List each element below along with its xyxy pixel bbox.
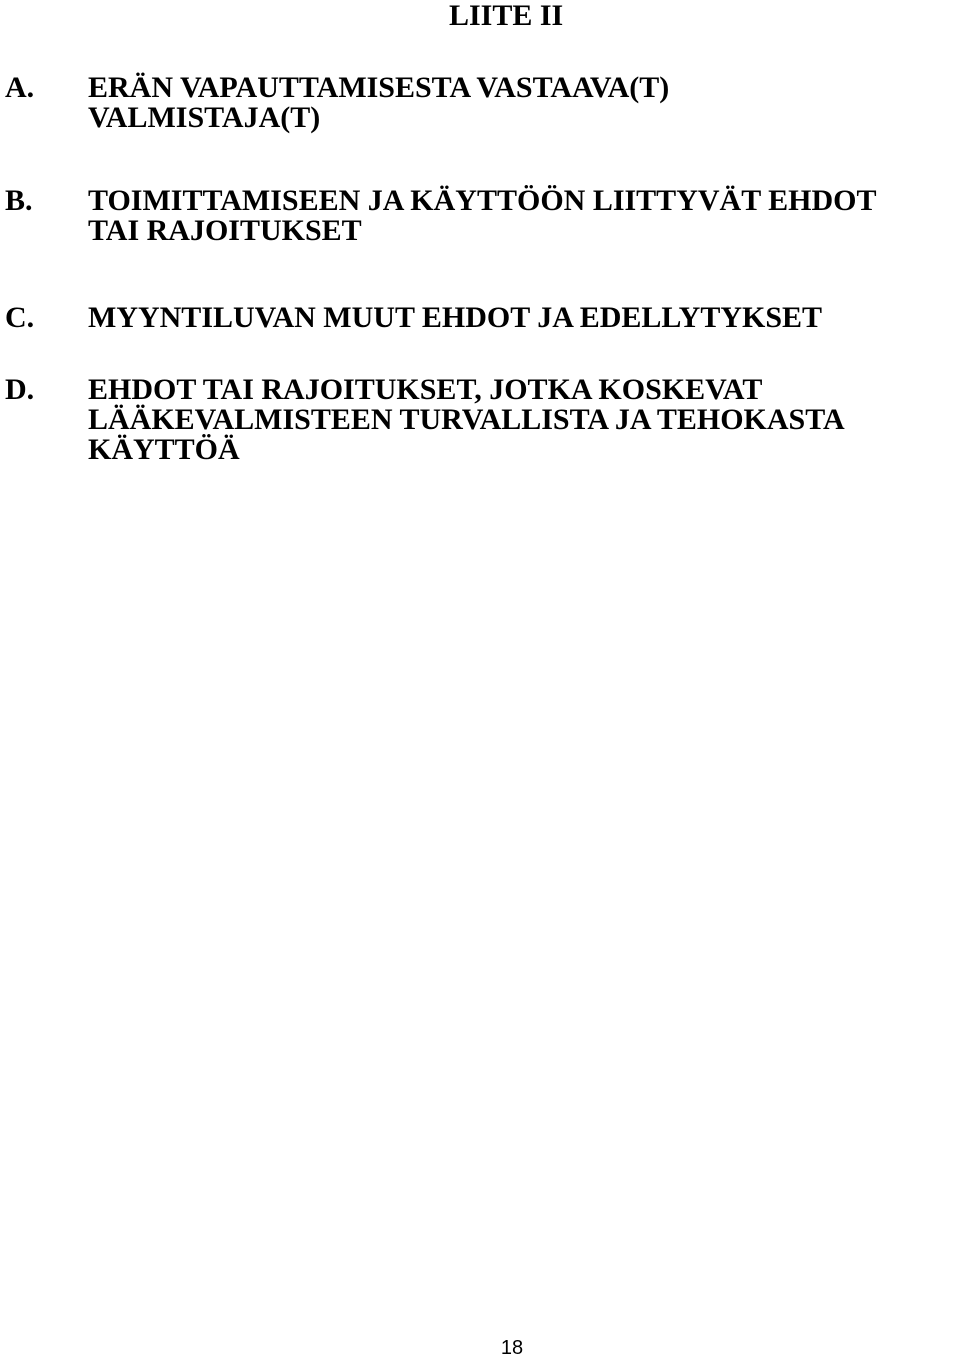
section-b-letter: B. [5, 184, 33, 217]
section-c-letter: C. [5, 301, 35, 334]
section-b-heading: TOIMITTAMISEEN JA KÄYTTÖÖN LIITTYVÄT EHDOT TAI RAJOITUKSET [88, 184, 877, 247]
section-d-heading: EHDOT TAI RAJOITUKSET, JOTKA KOSKEVAT LÄÄKEVALMISTEEN TURVALLISTA JA TEHOKASTA KÄYTTÖÄ [88, 373, 845, 466]
annex-title: LIITE II [449, 0, 564, 32]
page-number: 18 [500, 1337, 524, 1359]
section-d-letter: D. [5, 373, 35, 406]
section-a-heading: ERÄN VAPAUTTAMISESTA VASTAAVA(T) VALMISTAJA(T) [88, 71, 670, 134]
section-a-letter: A. [5, 71, 35, 104]
section-c-heading: MYYNTILUVAN MUUT EHDOT JA EDELLYTYKSET [88, 301, 823, 334]
